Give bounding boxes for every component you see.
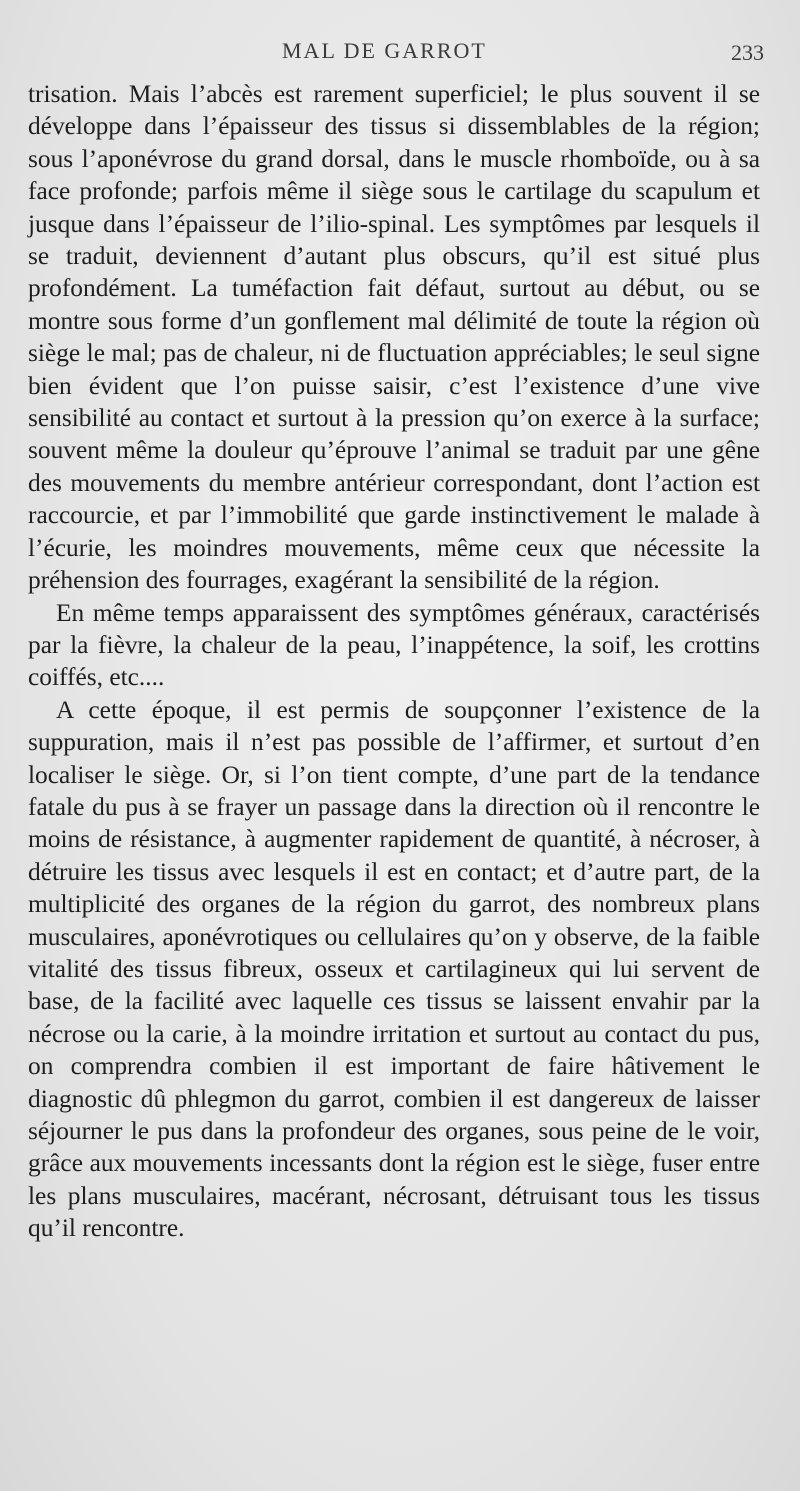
- paragraph-general-symptoms: En même temps apparaissent des symptômes généraux, caractérisés par la fièvre, la chaleur de la peau, l’inappétence, la soif, les crottins coiffés, etc....: [28, 598, 760, 692]
- page-number: 233: [731, 40, 764, 65]
- running-title: MAL DE GARROT: [282, 38, 487, 63]
- body-text: [28, 78, 760, 1245]
- paragraph-suppuration: A cette époque, il est permis de soupçonner l’existence de la suppuration, mais il n’est pas possible de l’affirmer, et surtout d’en localiser le siège. Or, si l’on tient compte, d’une part de la tendance fatale du pus à se frayer un passage dans la direction où il rencontre le moins de résistance, à augmenter rapidement de quantité, à nécroser, à détruire les tissus avec lesquels il est en contact; et d’autre part, de la multiplicité des organes de la région du garrot, des nombreux plans musculaires, aponévrotiques ou cellulaires qu’on y observe, de la faible vitalité des tissus fibreux, osseux et cartilagineux qui lui servent de base, de la facilité avec laquelle ces tissus se laissent envahir par la nécrose ou la carie, à la moindre irritation et surtout au contact du pus, on comprendra combien il est important de faire hâtivement le diagnostic dû phlegmon du garrot, combien il est dangereux de laisser séjourner le pus dans la profondeur des organes, sous peine de le voir, grâce aux mouvements incessants dont la région est le siège, fuser entre les plans musculaires, macérant, nécrosant, détruisant tous les tissus qu’il rencontre.: [28, 695, 760, 1243]
- paragraph-continuation: trisation. Mais l’abcès est rarement superficiel; le plus souvent il se développe dans l’épaisseur des tissus si dissemblables de la région; sous l’aponévrose du grand dorsal, dans le muscle rhomboïde, ou à sa face profonde; parfois même il siège sous le cartilage du scapulum et jusque dans l’épaisseur de l’ilio-spinal. Les symptômes par lesquels il se traduit, deviennent d’autant plus obscurs, qu’il est situé plus profondément. La tuméfaction fait défaut, surtout au début, ou se montre sous forme d’un gonflement mal délimité de toute la région où siège le mal; pas de chaleur, ni de fluctuation appréciables; le seul signe bien évident que l’on puisse saisir, c’est l’existence d’une vive sensibilité au contact et surtout à la pression qu’on exerce à la surface; souvent même la douleur qu’éprouve l’animal se traduit par une gêne des mouvements du membre antérieur correspondant, dont l’action est raccourcie, et par l’immobilité que garde instinctivement le malade à l’écurie, les moindres mouvements, même ceux que nécessite la préhension des fourrages, exagérant la sensibilité de la région.: [28, 80, 760, 595]
- running-head: [0, 38, 800, 68]
